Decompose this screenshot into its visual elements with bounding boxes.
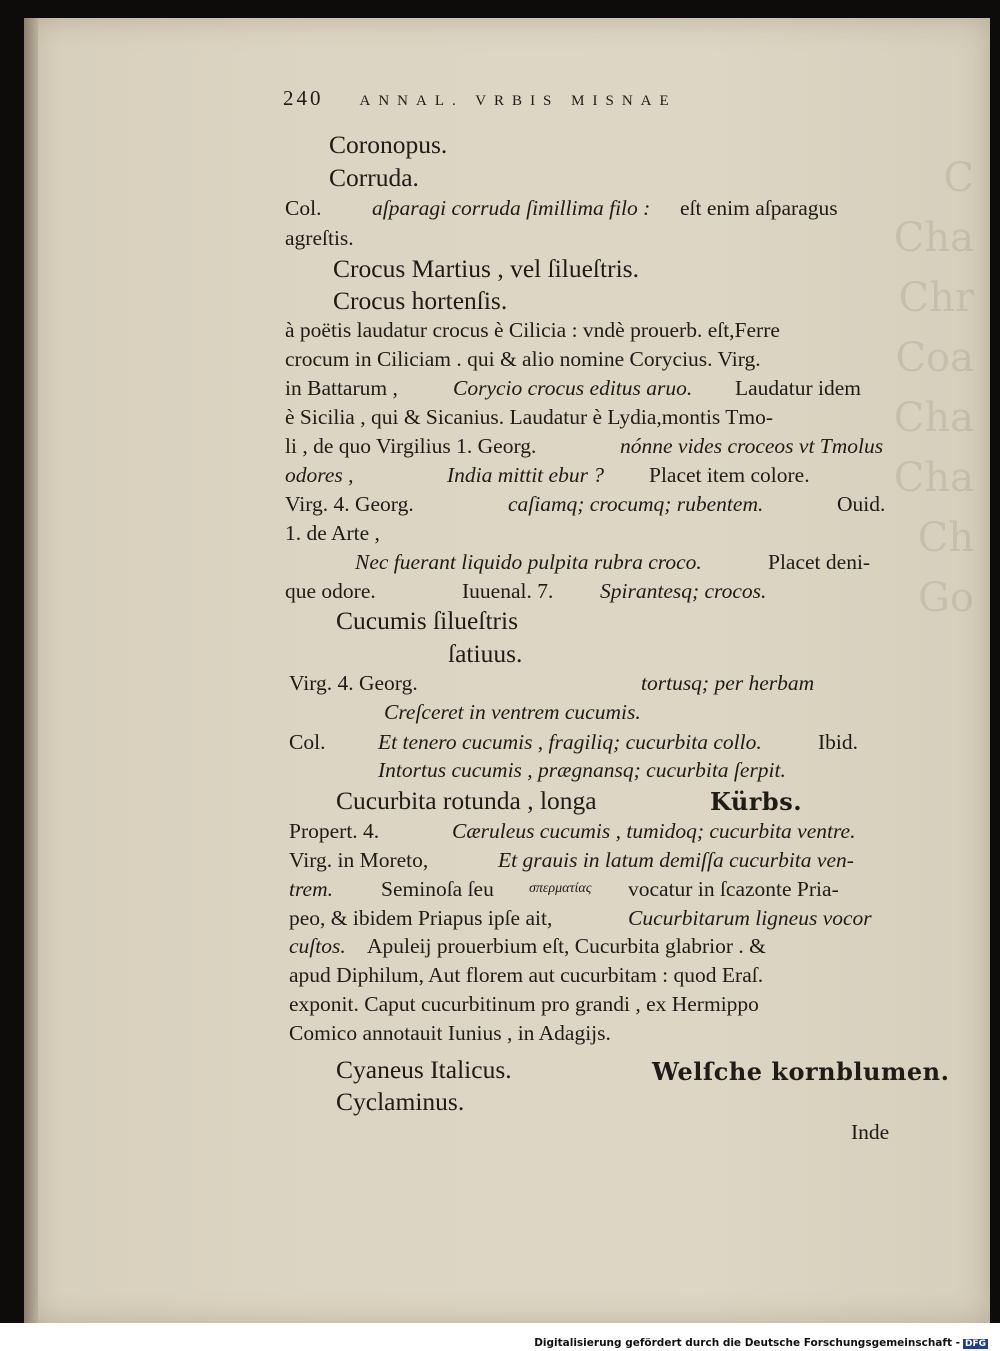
italic-quote: Corycio crocus editus aruo. [453,376,693,400]
greek-word: σπερματίας [529,881,592,896]
text-line: Propert. 4. [289,819,380,843]
text-line: Placet deni- [768,550,871,574]
text-line: apud Diphilum, Aut florem aut cucurbitam : quod Eraſ. [289,963,764,987]
italic-quote: India mittit ebur ? [447,463,605,487]
credit-text: Digitalisierung gefördert durch die Deutsche Forschungsgemeinschaft - [534,1337,960,1349]
text-line: Virg. in Moreto, [289,848,429,872]
heading-cyaneus: Cyaneus Italicus. [336,1055,512,1084]
text-line: Comico annotauit Iunius , in Adagijs. [289,1021,611,1045]
text-line: crocum in Ciliciam . qui & alio nomine Corycius. Virg. [285,347,761,371]
text-line: agreſtis. [285,226,354,250]
text-line: Seminoſa ſeu [381,877,494,901]
italic-quote: Intortus cucumis , prægnansq; cucurbita ſerpit. [378,758,786,782]
italic-quote: Creſceret in ventrem cucumis. [384,700,641,724]
text-line: à poëtis laudatur crocus è Cilicia : vndè prouerb. eſt,Ferre [285,318,780,342]
text-line: Laudatur idem [735,376,861,400]
text-line: Col. [289,730,326,754]
italic-quote: Cucurbitarum ligneus vocor [628,906,872,930]
heading-crocus-hortensis: Crocus hortenſis. [333,286,508,315]
text-line: è Sicilia , qui & Sicanius. Laudatur è Lydia,montis Tmo- [285,405,774,429]
heading-cyclaminus: Cyclaminus. [336,1087,465,1116]
text-line: Virg. 4. Georg. [285,492,414,516]
italic-quote: caſiamq; crocumq; rubentem. [508,492,764,516]
heading-cucumis: Cucumis ſilueſtris [336,606,519,635]
running-header [283,86,843,111]
heading-coronopus: Coronopus. [329,130,448,159]
text-line: Ibid. [818,730,859,754]
text-line: exponit. Caput cucurbitinum pro grandi , ex Hermippo [289,992,759,1016]
italic-quote: Et grauis in latum demiſſa cucurbita ven- [498,848,854,872]
heading-sativus: ſatiuus. [448,639,523,668]
italic-quote: cuſtos. [289,934,346,958]
heading-cucurbita: Cucurbita rotunda , longa [336,786,597,815]
italic-quote: nónne vides croceos vt Tmolus [620,434,884,458]
text-line: peo, & ibidem Priapus ipſe ait, [289,906,553,930]
text-line: que odore. [285,579,376,603]
german-name-kornblumen: Welſche kornblumen. [652,1057,950,1086]
dfg-logo: DFG [964,1339,986,1349]
text-line: Col. [285,196,322,220]
italic-quote: Nec fuerant liquido pulpita rubra croco. [355,550,702,574]
page-number: 240 [283,86,324,110]
heading-crocus-martius: Crocus Martius , vel ſilueſtris. [333,254,639,283]
text-line: Apuleij prouerbium eſt, Cucurbita glabrior . & [367,934,766,958]
digitization-credit [534,1337,988,1349]
german-name-kuerbs: Kürbs. [710,787,803,816]
italic-quote: odores , [285,463,354,487]
text-line: eſt enim aſparagus [680,196,838,220]
text-line: vocatur in ſcazonte Pria- [628,877,839,901]
heading-corruda: Corruda. [329,163,419,192]
text-line: 1. de Arte , [285,521,380,545]
text-line: Iuuenal. 7. [462,579,554,603]
page-edge [24,18,38,1323]
text-line: in Battarum , [285,376,398,400]
italic-quote: Spirantesq; crocos. [600,579,767,603]
italic-quote: Et tenero cucumis , fragiliq; cucurbita collo. [378,730,762,754]
text-line: Placet item colore. [649,463,810,487]
running-title: ANNAL. VRBIS MISNAE [359,93,677,109]
catchword: Inde [851,1120,890,1144]
show-through-text: C Cha Chr Coa Cha Cha Ch Go [893,155,974,621]
text-line: Virg. 4. Georg. [289,671,418,695]
text-line: li , de quo Virgilius 1. Georg. [285,434,537,458]
italic-quote: tortusq; per herbam [641,671,815,695]
italic-quote: aſparagi corruda ſimillima filo : [372,196,651,220]
italic-quote: trem. [289,877,333,901]
text-line: Ouid. [837,492,886,516]
italic-quote: Cæruleus cucumis , tumidoq; cucurbita ventre. [452,819,856,843]
